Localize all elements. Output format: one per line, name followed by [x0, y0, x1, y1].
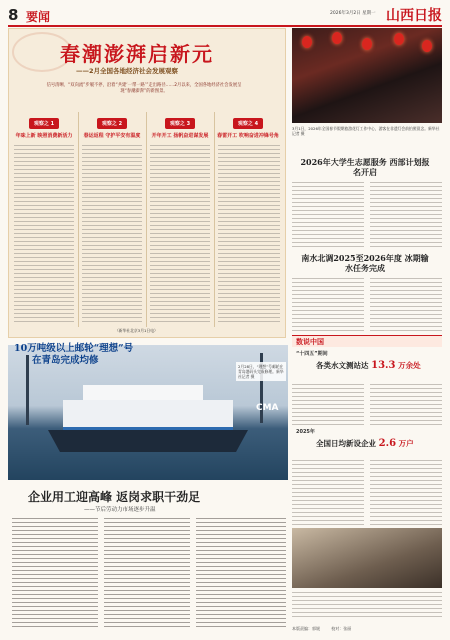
masthead-logo: 山西日报: [386, 8, 442, 24]
bottom-story-body: [12, 518, 98, 630]
hero-lead: 信号清晰、“双向流”步履不停，沿着“共建‘一带一路’”走出路径……2月以来，全国各地经济社会发展呈现“春潮澎湃”的新图景。: [46, 83, 242, 94]
column-divider: [78, 112, 79, 327]
footer-editor: 本版责编：郭媛: [292, 626, 320, 631]
lantern-icon: [394, 33, 404, 45]
stat-1-prefix: 各类水文测站达: [316, 361, 369, 370]
ship-title-line-2: 在青岛完成均修: [32, 355, 99, 366]
lantern-icon: [362, 38, 372, 50]
card-1-title: 年味上新 映照消费新活力: [15, 133, 73, 139]
column-divider: [146, 112, 147, 327]
story-water-headline[interactable]: 南水北调2025至2026年度 冰期输水任务完成: [301, 253, 429, 273]
stat-1-tag: “十四五”期间: [296, 351, 328, 357]
lantern-photo[interactable]: [292, 28, 442, 123]
card-4-head[interactable]: [216, 110, 280, 140]
story-volunteer-body: [292, 182, 364, 248]
ship-title-line-1: 10万吨级以上邮轮“理想”号: [14, 343, 134, 354]
bottom-story-body: [104, 518, 190, 630]
bottom-right-caption: [292, 592, 442, 620]
card-1-body-text: [14, 145, 74, 325]
stat-2-headline: [316, 438, 414, 449]
stat-1-value: 13.3: [371, 360, 396, 371]
card-2-body-text: [82, 145, 142, 325]
card-3-title: 开年开工 扬帆奋进谋发展: [151, 133, 209, 139]
card-3-badge: 观察之 3: [165, 118, 195, 129]
story-volunteer-body: [370, 182, 442, 248]
ship-deck: [63, 400, 233, 430]
stat-2-body: [292, 460, 364, 525]
stat-1[interactable]: [296, 352, 421, 371]
card-4-badge: 观察之 4: [233, 118, 263, 129]
stat-2-prefix: 全国日均新设企业: [316, 439, 376, 448]
story-water-body: [292, 278, 364, 333]
story-volunteer-headline[interactable]: 2026年大学生志愿服务 西部计划报名开启: [300, 157, 430, 177]
card-2-head[interactable]: [80, 110, 144, 140]
card-3-body-text: [150, 145, 210, 325]
ship-hull: [48, 430, 248, 452]
hero-title[interactable]: 春潮澎湃启新元: [60, 42, 214, 66]
card-2-badge: 观察之 2: [97, 118, 127, 129]
stat-2-unit: 万户: [398, 439, 414, 448]
ship-upper-deck: [83, 385, 203, 401]
stat-1-unit: 万余处: [398, 361, 421, 370]
stat-2-value: 2.6: [378, 438, 397, 449]
bottom-story-subtitle: ——节后劳动力市场逐步升温: [84, 507, 156, 513]
card-3-head[interactable]: [148, 110, 212, 140]
stat-2-tag: 2025年: [296, 429, 315, 435]
column-divider: [214, 112, 215, 327]
card-4-title: 春雷开工 吹响奋进冲锋号角: [217, 133, 279, 139]
story-water-body: [370, 278, 442, 333]
lantern-icon: [422, 40, 432, 52]
photo-caption: 3月1日，2026年全国春节假期旅游花灯工作中心，游客在非遗灯会前拍照留念。新华社记者 摄: [292, 126, 440, 136]
footer-review: 校对：张丽: [331, 626, 352, 631]
stat-1-headline: [316, 360, 421, 371]
stat-2-body: [370, 460, 442, 525]
stat-1-body: [370, 384, 442, 427]
hero-byline: （新华社北京3月1日电）: [115, 328, 158, 333]
card-4-body-text: [218, 145, 280, 325]
lantern-icon: [332, 32, 342, 44]
card-1-head[interactable]: [12, 110, 76, 140]
bottom-right-photo[interactable]: [292, 528, 442, 588]
data-section-header: [292, 335, 442, 347]
data-section-label: 数说中国: [296, 338, 324, 346]
page-number: 8: [8, 6, 19, 24]
stat-1-body: [292, 384, 364, 427]
hero-subtitle: ——2月全国各地经济社会发展观察: [76, 67, 179, 75]
bottom-story-body: [196, 518, 286, 630]
stat-2[interactable]: [296, 430, 414, 449]
lantern-icon: [302, 36, 312, 48]
section-name: 要闻: [26, 10, 51, 24]
page-footer: [292, 626, 351, 632]
card-2-title: 春运返程 守护平安有温度: [83, 133, 141, 139]
dateline: 2026年3月2日 星期一: [330, 11, 376, 16]
card-1-badge: 观察之 1: [29, 118, 59, 129]
photo-sign-text: CMA: [256, 403, 279, 413]
ship-story-title[interactable]: [14, 343, 133, 367]
header-rule: [8, 25, 442, 27]
bottom-story-title[interactable]: 企业用工迎高峰 返岗求职干劲足: [28, 490, 201, 504]
ship-side-caption: 2月28日，“理想”号邮轮在青岛港码头完成修理。新华社记者 摄: [236, 362, 286, 381]
